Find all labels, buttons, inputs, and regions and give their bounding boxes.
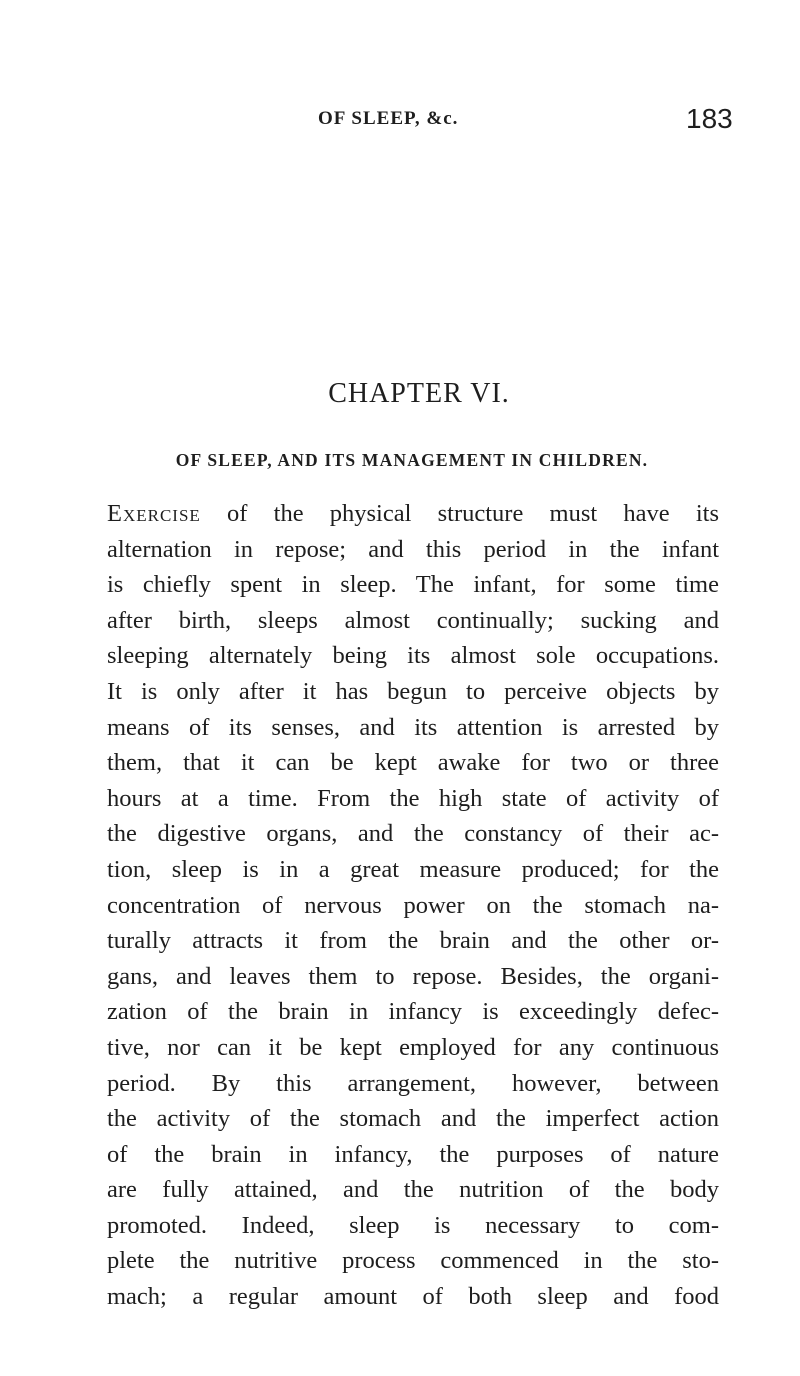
text-line: means of its senses, and its attention is arrested by: [107, 713, 719, 741]
text-line: promoted. Indeed, sleep is necessary to com-: [107, 1211, 719, 1239]
running-title: OF SLEEP, &c.: [318, 108, 459, 129]
body-paragraph: [107, 496, 719, 1315]
text-line: hours at a time. From the high state of activity of: [107, 784, 719, 812]
text-line: plete the nutritive process commenced in the sto-: [107, 1247, 719, 1275]
text-line: alternation in repose; and this period in the infant: [107, 535, 719, 563]
running-head: [0, 103, 800, 143]
chapter-heading: CHAPTER VI.: [328, 378, 510, 409]
text-line: It is only after it has begun to perceive objects by: [107, 677, 719, 705]
text-line: the activity of the stomach and the imperfect action: [107, 1105, 719, 1133]
text-line: concentration of nervous power on the stomach na-: [107, 891, 719, 919]
text-line: is chiefly spent in sleep. The infant, for some time: [107, 571, 719, 599]
text-line: the digestive organs, and the constancy of their ac-: [107, 820, 719, 848]
text-line: of the brain in infancy, the purposes of nature: [107, 1140, 719, 1168]
text-line: period. By this arrangement, however, between: [107, 1069, 719, 1097]
text-line: are fully attained, and the nutrition of the body: [107, 1176, 719, 1204]
text-line: gans, and leaves them to repose. Besides, the organi-: [107, 962, 719, 990]
text-line: them, that it can be kept awake for two or three: [107, 749, 719, 777]
text-line: tive, nor can it be kept employed for any continuous: [107, 1033, 719, 1061]
text-line-rest: of the physical structure must have its: [200, 500, 719, 527]
text-line: tion, sleep is in a great measure produced; for the: [107, 855, 719, 883]
text-line: mach; a regular amount of both sleep and food: [107, 1283, 719, 1311]
text-line: zation of the brain in infancy is exceedingly defec-: [107, 998, 719, 1026]
text-line: sleeping alternately being its almost sole occupations.: [107, 642, 719, 670]
text-line: turally attracts it from the brain and the other or-: [107, 927, 719, 955]
text-line: after birth, sleeps almost continually; sucking and: [107, 606, 719, 634]
opening-word: Exercise: [107, 500, 201, 527]
text-line: [107, 496, 719, 532]
page-number: 183: [686, 103, 733, 134]
chapter-subtitle: OF SLEEP, AND ITS MANAGEMENT IN CHILDREN.: [175, 450, 649, 470]
